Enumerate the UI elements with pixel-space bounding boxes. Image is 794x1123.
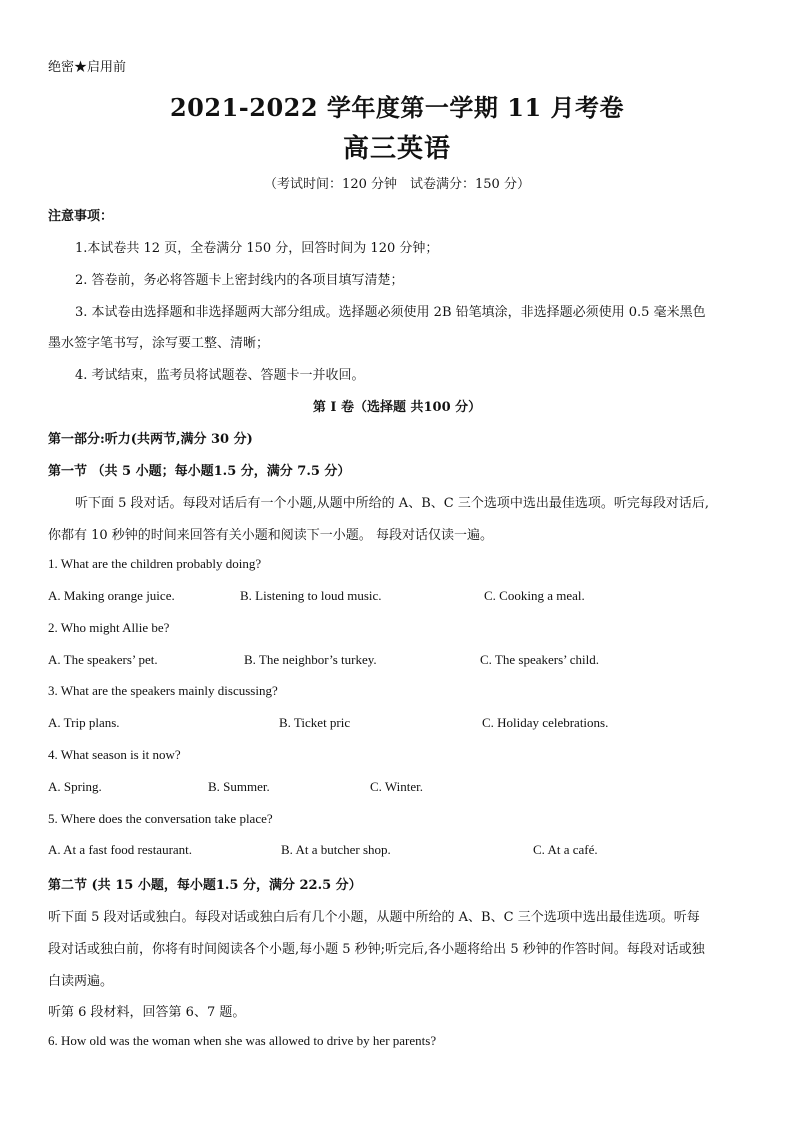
section2-instruction: 白读两遍。 (48, 974, 114, 989)
question-stem: 6. How old was the woman when she was allowed to drive by her parents? (48, 1033, 437, 1048)
option-c: C. Winter. (370, 779, 424, 794)
option-c: C. At a café. (533, 842, 598, 857)
question-stem: 2. Who might Allie be? (48, 620, 170, 635)
question-stem: 1. What are the children probably doing? (48, 556, 262, 571)
question-stem: 3. What are the speakers mainly discussing? (48, 683, 278, 698)
note-item: 墨水签字笔书写，涂写要工整、清晰； (48, 336, 270, 351)
option-c: C. Cooking a meal. (484, 588, 585, 603)
notes-heading: 注意事项： (48, 209, 114, 224)
option-c: C. Holiday celebrations. (482, 715, 609, 730)
exam-title: 2021-2022 学年度第一学期 11 月考卷 (169, 93, 625, 122)
volume-title: 第 I 卷（选择题 共100 分） (312, 400, 482, 415)
option-c: C. The speakers’ child. (480, 652, 600, 667)
note-item: 4. 考试结束，监考员将试题卷、答题卡一并收回。 (75, 368, 365, 383)
option-b: B. Ticket pric (279, 715, 351, 730)
exam-info: （考试时间：120 分钟 试卷满分：150 分） (264, 177, 530, 192)
question-stem: 4. What season is it now? (48, 747, 181, 762)
option-b: B. At a butcher shop. (281, 842, 391, 857)
subject-title: 高三英语 (342, 134, 451, 164)
option-a: A. The speakers’ pet. (48, 652, 158, 667)
material-note: 听第 6 段材料，回答第 6、7 题。 (48, 1005, 246, 1020)
part1-heading: 第一部分:听力(共两节,满分 30 分) (48, 432, 253, 447)
option-a: A. Spring. (48, 779, 102, 794)
section2-instruction: 段对话或独白前，你将有时间阅读各个小题,每小题 5 秒钟;听完后,各小题将给出 5 秒钟的作答时间。每段对话或独 (48, 942, 705, 957)
confidential-label: 绝密★启用前 (48, 60, 127, 75)
section1-heading: 第一节 （共 5 小题；每小题1.5 分，满分 7.5 分） (48, 464, 351, 479)
option-b: B. The neighbor’s turkey. (244, 652, 377, 667)
note-item: 2. 答卷前，务必将答题卡上密封线内的各项目填写清楚； (75, 273, 404, 288)
note-item: 3. 本试卷由选择题和非选择题两大部分组成。选择题必须使用 2B 铅笔填涂，非选择题必须使用 0.5 毫米黑色 (75, 305, 706, 320)
option-a: A. Trip plans. (48, 715, 120, 730)
section2-heading: 第二节 (共 15 小题，每小题1.5 分，满分 22.5 分） (48, 878, 362, 893)
option-b: B. Summer. (208, 779, 270, 794)
section1-instruction: 听下面 5 段对话。每段对话后有一个小题,从题中所给的 A、B、C 三个选项中选出最佳选项。听完每段对话后, (75, 496, 709, 511)
question-stem: 5. Where does the conversation take place? (48, 811, 273, 826)
section2-instruction: 听下面 5 段对话或独白。每段对话或独白后有几个小题，从题中所给的 A、B、C 三个选项中选出最佳选项。听每 (48, 910, 700, 925)
option-a: A. Making orange juice. (48, 588, 175, 603)
option-a: A. At a fast food restaurant. (48, 842, 193, 857)
option-b: B. Listening to loud music. (240, 588, 382, 603)
section1-instruction: 你都有 10 秒钟的时间来回答有关小题和阅读下一小题。 每段对话仅读一遍。 (48, 528, 493, 543)
note-item: 1.本试卷共 12 页，全卷满分 150 分，回答时间为 120 分钟； (75, 241, 439, 256)
